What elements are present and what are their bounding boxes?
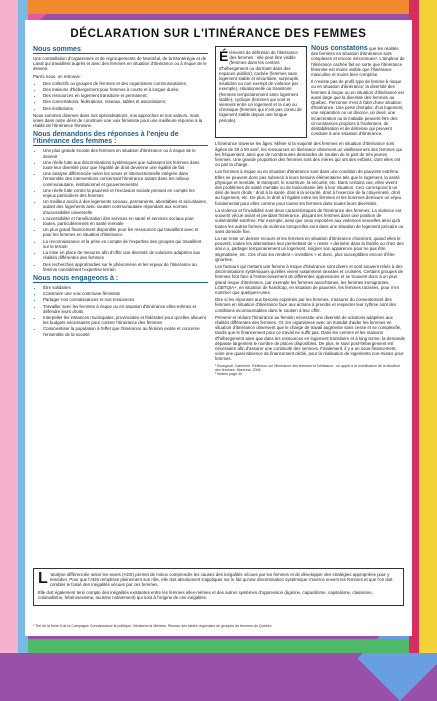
constatons-paragraph: La violence et l'invisibilité sont deux caractéristiques de l'itinérance des femmes. La violence est souvent vécue avant et pendant l'itinérance, plaçant les femmes dans une position de vulnérabilité extrême. Par exemple, ainsi que ceux exposées aux violences sexuelles ainsi qu'à toutes les autres formes de violence lorsqu'elles sont dans une situation de logement précaire ou sans domicile fixe. xyxy=(215,207,404,234)
constatons-paragraph: Les femmes à risque ou en situation d'itinérance sont dans une condition de pauvreté extrême. Elles ne peuvent donc pas subvenir à leurs besoins élémentaires tels que le logement, la santé physique et mentale, le transport, le nourriture, la sécurité, etc. Dans certains cas, elles vivent des problèmes de santé mentale ou de toxicomanie liés à leur situation. Ceci correspond à un déni de leurs droits : droit à la santé, droit à la sécurité, droit à l'exercice de la citoyenneté, droit au logement, etc. De plus, le droit à l'égalité entre les femmes et les hommes demeure un enjeu fondamental pour elles comme pour toutes les femmes dans toutes leurs diversités. xyxy=(215,169,402,206)
list-item: • Être solidaires xyxy=(43,285,208,290)
list-item: • Partager nos connaissances et nos ressources xyxy=(43,297,208,302)
nous-sommes-outro: Nous sommes diverses dans nos spécialisations, nos approches et nos valeurs, mais unies dans notre désir de construire une voix féministe pour une meilleure réponse à la réalité de l'itinérance féminine. xyxy=(33,112,203,129)
constatons-paragraph: La rue reste un dernier recours et les femmes en situation d'itinérance choisiront, quand elles le peuvent, toutes les alternatives leur permettant de « rester » dernière dans la famille ou chez des ami.e.s, partager temporairement un logement, soigner son apparence pour ne pas être stigmatisée, etc. Ces choix les rendent « invisibles » et donc, plus susceptibles encore d'être ignorées. xyxy=(215,235,404,262)
list-item: • Des concertations, fédérations, réseaux, tables et associations; xyxy=(43,99,208,104)
page-title: DÉCLARATION SUR L'ITINÉRANCE DES FEMMES xyxy=(70,28,367,40)
constatons-p2: Il n'existe pas de profil type de femme à risque ou en situation d'itinérance; la diversité des femmes à risque ou en situation d'itinérance est aussi large que la diversité des femmes au Québec. Personne n'est à l'abri d'une situation d'itinérance. Une perte d'emploi, d'un logement, une séparation ou un divorce, un deuil, une incarcération ou la maladie peuvent être des circonstances propices à l'isolement, de déstabilisation et de détresse qui peuvent conduire à une situation d'itinérance. xyxy=(311,79,404,137)
nous-sommes-intro: Une constellation d'organismes et de regroupements de Montréal, de la Montérégie et de Laval qui travaillent auprès et avec des femmes en situation d'itinérance ou à risque de le devenir. xyxy=(33,56,207,72)
frame-left-pink xyxy=(0,0,18,653)
list-item: • Construire une voix commune féministe xyxy=(43,291,208,296)
definition-text: léments de définition de l'itinérance des femmes : elle peut être visible (femmes dans les centres d'hébergement ou dormant dans des espaces publics), cachée (femmes sans logement stable et sécuritaire; surpeuplé, insalubre ou non exempt de violence par exemple), situationnelle ou transitoire (femmes temporairement sans logement stable), cyclique (femmes qui vont et viennent entre un logement et la rue) ou chronique (femmes qui n'ont pas connu de logement stable depuis une longue période). xyxy=(219,50,302,123)
right-top-row xyxy=(215,46,405,138)
list-item: • Travailler avec les femmes à risque ou en situation d'itinérance elles-mêmes et défendre leurs droits xyxy=(43,304,208,314)
ads-box xyxy=(33,568,404,606)
engageons-list xyxy=(33,285,208,337)
constatons-block xyxy=(311,46,405,138)
list-item: • Conscientiser la population à l'effet que l'itinérance au féminin existe et concerne l'ensemble de la société xyxy=(43,326,208,336)
list-item: • Des ressources en logement transitoire et permanent; xyxy=(43,93,208,98)
document-sheet xyxy=(25,20,412,636)
list-item: • L'accessibilité et l'amélioration des services en santé et services sociaux pour toutes, particulièrement en santé mentale xyxy=(43,216,208,226)
definition-dropcap: É xyxy=(219,48,229,64)
ads-paragraph-1: 'analyse différenciée selon les sexes (ADS) permet de mieux comprendre les causes des inégalités vécues par les femmes et de développer des stratégies appropriées pour y remédier. Pour que l'ADS remplisse pleinement son rôle, elle doit absolument s'appliquer sur le fait qu'une discrimination systémique s'exerce envers les femmes et que l'on doit combler le fossé des inégalités vécues par ces femmes. xyxy=(49,572,393,588)
constatons-paragraph: Dire si les réponses aux besoins exprimés par les femmes, s'assurer du consentement des femmes en situation d'itinérance face aux actions à prendre et respecter leur rythme sont des conditions incontournables dans le soutien à leur offrir. xyxy=(215,297,397,313)
constatons-paragraph: Les facteurs qui mettent une femme à risque d'itinérance sont divers et sont souvent reliés à des discriminations systémiques qu'elles vivent notamment sexistes et croisées. Certains groupes de femmes font face à l'entrecroisement de différentes oppressions et se trouvent donc à un plus grand risque d'itinérance, par exemple les femmes autochtones, les femmes immigrantes, LGBTQIA+, en situation de handicap, en situation de pauvreté, les femmes racisées, pour n'en nommer que quelques-unes. xyxy=(215,263,404,295)
list-item: • Des recherches approfondies sur le phénomène et les enjeux de l'itinérance au féminin considérant l'expertise terrain xyxy=(43,262,208,272)
footnote: ² Ibidem page 40 xyxy=(215,371,242,376)
frame-right-yellow xyxy=(419,0,437,653)
nous-sommes-parmi: Parmi nous, on retrouve : xyxy=(33,73,83,79)
definition-box xyxy=(215,46,307,138)
right-column xyxy=(215,46,405,376)
constatons-heading: Nous constatons xyxy=(311,45,368,52)
constatons-paragraph: L'itinérance traverse les âges. Même si la majorité des femmes en situation d'itinérance sont âgées de 20 à 50 ans², les ressources en itinérance observent un vieillissement des femmes qui les fréquentent, ainsi que de nombreuses demandes de soutien de la part de très jeunes femmes. Une grande proportion des femmes sont des mères qui ont des enfants, dont elles ont ou pas la charge. xyxy=(215,141,402,168)
engageons-heading: Nous nous engageons à : xyxy=(33,275,208,283)
list-item: • Des maisons d'hébergement pour femmes à courte et à longue durée; xyxy=(43,87,208,92)
nous-sommes-list xyxy=(33,81,208,111)
ads-paragraph-2: Elle doit également tenir compte des inégalités existantes entre les femmes elles-mêmes et des autres systèmes d'oppression (âgisme, capacitisme, capitalisme, classisme, colonialisme, hétérosexisme, racisme notamment) qui sont à l'origine de ces inégalités. xyxy=(38,589,373,600)
constatons-paragraphs xyxy=(215,141,405,361)
demandons-list xyxy=(33,148,208,271)
ads-dropcap: L xyxy=(38,570,48,587)
list-item: • Un plus grand financement disponible pour les ressources qui travaillent avec et pour les femmes en situation d'itinérance xyxy=(43,227,208,237)
list-item: • Une réelle lutte aux discriminations systémiques que subissent les femmes dans toute leur diversité pour que l'égalité de droit devienne une égalité de fait xyxy=(43,160,208,170)
list-item: • Des collectifs ou groupes de femmes et des organismes communautaires; xyxy=(43,81,208,86)
list-item: • Une réelle lutte contre la pauvreté et l'exclusion sociale prenant en compte les enjeux particuliers des femmes xyxy=(43,188,208,198)
constatons-lead: que les réalités des femmes en situation d'itinérance sont complexes et encore méconnues¹. L'ampleur de l'itinérance cachée fait en sorte que l'itinérance féminine est moins visible que l'itinérance masculine et moins bien comprise. xyxy=(311,46,405,78)
list-item: • La reconnaissance et la prise en compte de l'expertise des groupes qui travaillent sur le terrain xyxy=(43,239,208,249)
list-item: • Une analyse différenciée selon les sexes et intersectionnelle intégrée dans l'ensemble des interventions concernant l'itinérance autant dans les milieux communautaire, institutionnel et gouvernemental xyxy=(43,171,208,187)
frame-bottom-green xyxy=(0,639,437,653)
constatons-footnotes xyxy=(215,364,405,377)
list-item: • Des institutions. xyxy=(43,106,208,111)
bottom-footnote: ¹ Tiré de la fiche 8 de la Campagne Connaissance la politique, Hédaeme la Ministre, Réseau des tables régionales de groupes de femmes du Québec xyxy=(33,624,272,628)
list-item: • Interpeller les instances municipales, provinciales et fédérales pour qu'elles allouent les budgets nécessaires pour contrer l'itinérance des femmes xyxy=(43,315,208,325)
nous-sommes-heading: Nous sommes xyxy=(33,46,208,54)
left-column xyxy=(33,46,208,339)
list-item: • Une plus grande écoute des femmes en situation d'itinérance ou à risque de le devenir xyxy=(43,148,208,158)
list-item: • Un meilleur accès à des logements sociaux, permanents, abordables et sécuritaires, autant des logements avec soutien communautaire répondant aux normes d'accessibilité universelle xyxy=(43,199,208,215)
frame-top-orange xyxy=(0,0,437,14)
demandons-heading: Nous demandons des réponses à l'enjeu de l'itinérance des femmes : xyxy=(33,131,208,146)
constatons-paragraph: Prévenir et réduire l'itinérance au féminin nécessite une diversité de solutions adaptées aux réalités différentes des femmes. Or, les organismes avec un mandat d'aider les femmes en situation d'itinérance observent que le charge de travail augmente sans cesse et se complexifie, tandis que le financement pour ce travail ne suffit pas. Dans les centres et les maisons d'hébergement ainsi que dans les ressources en logement transitoire et à long terme, la demande dépasse largement le nombre de places disponibles. De plus, le suivi post-hébergement est nécessaire afin d'assurer une continuité des services. Finalement, il y a un sous-financement, voire une quasi-absence de financement dédié, pour la réalisation de logements non-mixtes pour femmes. xyxy=(215,314,405,362)
list-item: • La mise en place de mesures afin d'offrir une diversité de solutions adaptées aux réalités différentes des femmes xyxy=(43,250,208,260)
footnote: ¹ Bourgault, Catherine. Réflexion sur l'itinérance des femmes et l'utilisation : un appel à la mobilisation de la situation des femmes. Montréal, 2008 xyxy=(215,363,400,372)
